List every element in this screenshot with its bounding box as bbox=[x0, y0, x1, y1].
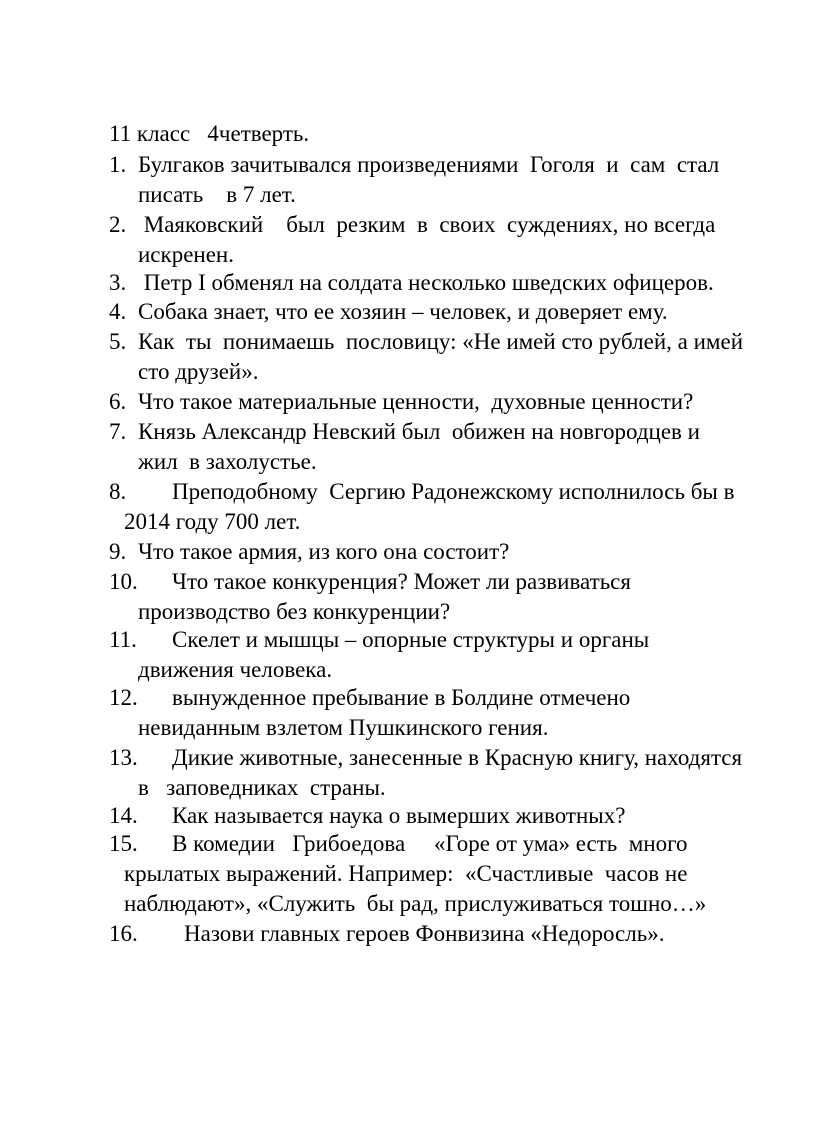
item-text-line: Что такое армия, из кого она состоит? bbox=[138, 539, 510, 564]
item-number: 7. bbox=[109, 419, 127, 444]
list-item bbox=[0, 743, 816, 803]
item-text-line: невиданным взлетом Пушкинского гения. bbox=[138, 715, 549, 740]
list-item bbox=[0, 297, 816, 327]
item-text-line: Назови главных героев Фонвизина «Недоросль». bbox=[184, 921, 665, 946]
item-text-line: Собака знает, что ее хозяин – человек, и доверяет ему. bbox=[138, 299, 668, 324]
item-text-line: Преподобному Сергию Радонежскому исполнилось бы в bbox=[172, 479, 735, 504]
document-header: 11 класс 4четверть. bbox=[109, 121, 310, 146]
list-item bbox=[0, 477, 816, 537]
item-text-line: Как называется наука о вымерших животных? bbox=[172, 803, 626, 828]
item-number: 2. bbox=[109, 212, 127, 237]
item-text-line: В комедии Грибоедова «Горе от ума» есть много bbox=[172, 831, 688, 856]
item-number: 10. bbox=[109, 569, 138, 594]
item-text-line: Маяковский был резким в своих суждениях, но всегда bbox=[138, 212, 716, 237]
item-number: 16. bbox=[109, 921, 138, 946]
item-text-line: 2014 году 700 лет. bbox=[124, 509, 301, 534]
item-number: 9. bbox=[109, 539, 127, 564]
item-text-line: Князь Александр Невский был обижен на новгородцев и bbox=[138, 419, 700, 444]
item-number: 8. bbox=[109, 479, 127, 504]
item-text-line: Дикие животные, занесенные в Красную книгу, находятся bbox=[172, 745, 743, 770]
item-number: 15. bbox=[109, 831, 138, 856]
item-text-line: в заповедниках страны. bbox=[138, 775, 386, 800]
item-text-line: Как ты понимаешь пословицу: «Не имей сто рублей, а имей bbox=[138, 329, 744, 354]
list-item bbox=[0, 919, 816, 949]
item-text-line: Петр I обменял на солдата несколько шведских офицеров. bbox=[138, 270, 714, 295]
list-item bbox=[0, 537, 816, 567]
item-number: 3. bbox=[109, 270, 127, 295]
list-item bbox=[0, 387, 816, 417]
item-text-line: вынужденное пребывание в Болдине отмечено bbox=[172, 685, 631, 710]
item-text-line: Скелет и мышцы – опорные структуры и органы bbox=[172, 627, 650, 652]
item-text-line: производство без конкуренции? bbox=[138, 599, 451, 624]
list-item bbox=[0, 567, 816, 627]
list-item bbox=[0, 210, 816, 270]
item-text-line: искренен. bbox=[138, 242, 234, 267]
list-item bbox=[0, 417, 816, 477]
list-item bbox=[0, 268, 816, 298]
list-item bbox=[0, 327, 816, 387]
list-item bbox=[0, 683, 816, 743]
item-text-line: писать в 7 лет. bbox=[138, 182, 296, 207]
item-text-line: крылатых выражений. Например: «Счастливые часов не bbox=[124, 861, 688, 886]
item-number: 6. bbox=[109, 389, 127, 414]
item-number: 5. bbox=[109, 329, 127, 354]
item-text-line: Булгаков зачитывался произведениями Гоголя и сам стал bbox=[138, 152, 720, 177]
item-text-line: наблюдают», «Служить бы рад, прислуживаться тошно…» bbox=[124, 891, 707, 916]
item-number: 13. bbox=[109, 745, 138, 770]
list-item bbox=[0, 625, 816, 685]
item-text-line: Что такое конкуренция? Может ли развиваться bbox=[172, 569, 631, 594]
item-text-line: сто друзей». bbox=[138, 359, 259, 384]
item-text-line: жил в захолустье. bbox=[138, 449, 317, 474]
list-item bbox=[0, 829, 816, 919]
item-text-line: движения человека. bbox=[138, 657, 333, 682]
list-item bbox=[0, 150, 816, 210]
list-item bbox=[0, 801, 816, 831]
item-number: 14. bbox=[109, 803, 138, 828]
item-number: 1. bbox=[109, 152, 127, 177]
item-number: 4. bbox=[109, 299, 127, 324]
item-number: 11. bbox=[109, 627, 137, 652]
item-text-line: Что такое материальные ценности, духовные ценности? bbox=[138, 389, 694, 414]
item-number: 12. bbox=[109, 685, 138, 710]
